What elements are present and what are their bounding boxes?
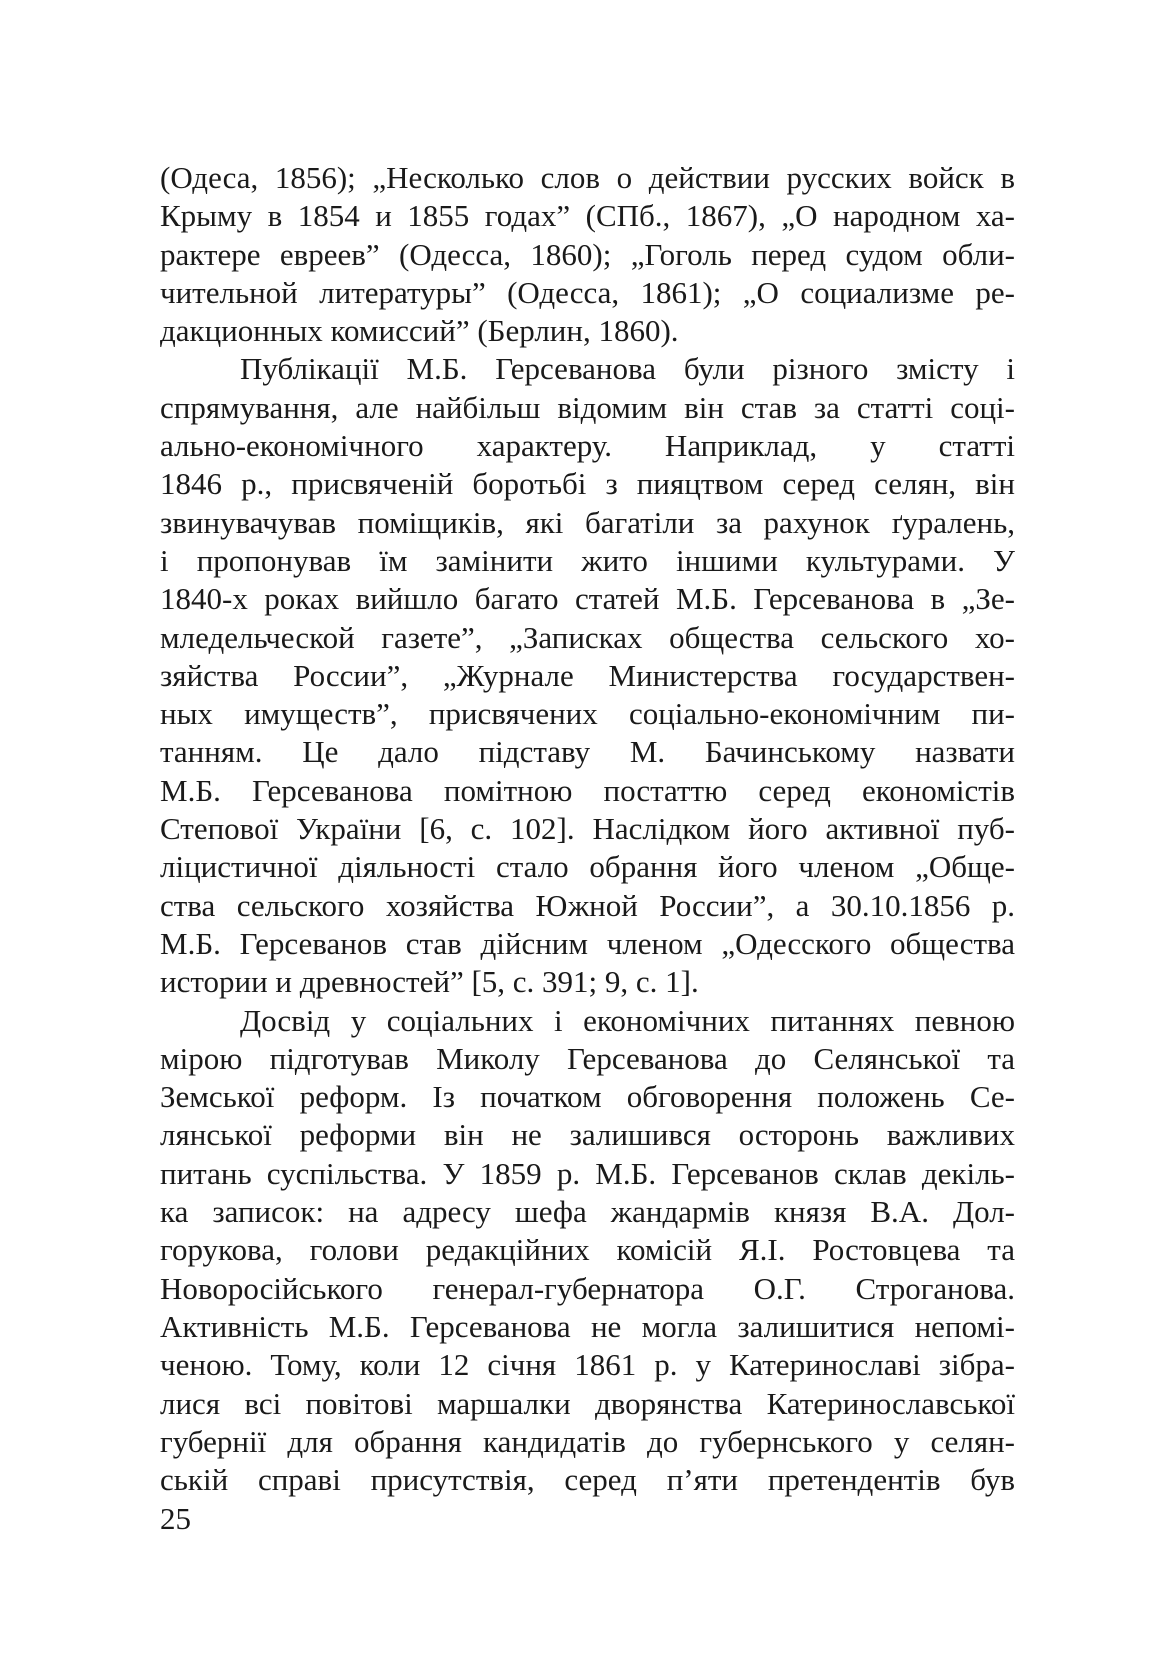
text-line: спрямування, але найбільш відомим він став за статті соці- <box>160 389 1015 425</box>
text-line: зяйства России”, „Журнале Министерства государствен- <box>160 657 1015 693</box>
text-line: танням. Це дало підставу М. Бачинському назвати <box>160 734 1015 770</box>
text-line: дакционных комиссий” (Берлин, 1860). <box>160 313 679 349</box>
text-line: губернії для обрання кандидатів до губернського у селян- <box>160 1423 1015 1459</box>
text-line: ных имуществ”, присвячених соціально-економічним пи- <box>160 696 1015 732</box>
text-line: горукова, голови редакційних комісій Я.І. Ростовцева та <box>160 1232 1015 1268</box>
text-line: истории и древностей” [5, с. 391; 9, с. 1]. <box>160 964 699 1000</box>
paragraph-3 <box>160 1002 1015 1500</box>
text-line: ській справі присутствія, серед п’яти претендентів був <box>160 1462 1015 1498</box>
text-line: чительной литературы” (Одесса, 1861); „О социализме ре- <box>160 274 1015 310</box>
text-line: мірою підготував Миколу Герсеванова до Селянської та <box>160 1040 1015 1076</box>
document-body <box>160 159 1015 1499</box>
text-line: лися всі повітові маршалки дворянства Катеринославської <box>160 1385 1015 1421</box>
text-line: М.Б. Герсеванов став дійсним членом „Одесского общества <box>160 925 1015 961</box>
page-number: 25 <box>160 1501 191 1536</box>
text-line: Степової України [6, с. 102]. Наслідком його активної пуб- <box>160 811 1015 847</box>
text-line: Новоросійського генерал-губернатора О.Г. Строганова. <box>160 1270 1015 1306</box>
text-line: 1840-х роках вийшло багато статей М.Б. Герсеванова в „Зе- <box>160 581 1015 617</box>
text-line: 1846 р., присвяченій боротьбі з пияцтвом серед селян, він <box>160 466 1015 502</box>
text-line: лянської реформи він не залишився осторонь важливих <box>160 1117 1015 1153</box>
paragraph-2 <box>160 350 1015 1001</box>
text-line: ально-економічного характеру. Наприклад, у статті <box>160 428 1015 464</box>
text-line: мледельческой газете”, „Записках общества сельского хо- <box>160 619 1015 655</box>
text-line: Активність М.Б. Герсеванова не могла залишитися непомі- <box>160 1308 1015 1344</box>
text-line: Земської реформ. Із початком обговорення положень Се- <box>160 1079 1015 1115</box>
text-line: рактере евреев” (Одесса, 1860); „Гоголь перед судом обли- <box>160 236 1015 272</box>
text-line: ства сельского хозяйства Южной России”, а 30.10.1856 р. <box>160 887 1015 923</box>
text-line: ченою. Тому, коли 12 січня 1861 р. у Катеринославі зібра- <box>160 1347 1015 1383</box>
text-line: питань суспільства. У 1859 р. М.Б. Герсеванов склав декіль- <box>160 1155 1015 1191</box>
paragraph-1 <box>160 159 1015 350</box>
text-line: ліцистичної діяльності стало обрання його членом „Обще- <box>160 849 1015 885</box>
text-line: звинувачував поміщиків, які багатіли за рахунок ґуралень, <box>160 504 1015 540</box>
text-line: і пропонував їм замінити жито іншими культурами. У <box>160 542 1015 578</box>
text-line: М.Б. Герсеванова помітною постаттю серед економістів <box>160 772 1015 808</box>
text-line: Крыму в 1854 и 1855 годах” (СПб., 1867), „О народном ха- <box>160 198 1015 234</box>
text-line: (Одеса, 1856); „Несколько слов о действии русских войск в <box>160 160 1015 195</box>
text-line: Публікації М.Б. Герсеванова були різного змісту і <box>240 351 1015 387</box>
text-line: ка записок: на адресу шефа жандармів князя В.А. Дол- <box>160 1194 1015 1230</box>
text-line: Досвід у соціальних і економічних питаннях певною <box>240 1002 1015 1038</box>
